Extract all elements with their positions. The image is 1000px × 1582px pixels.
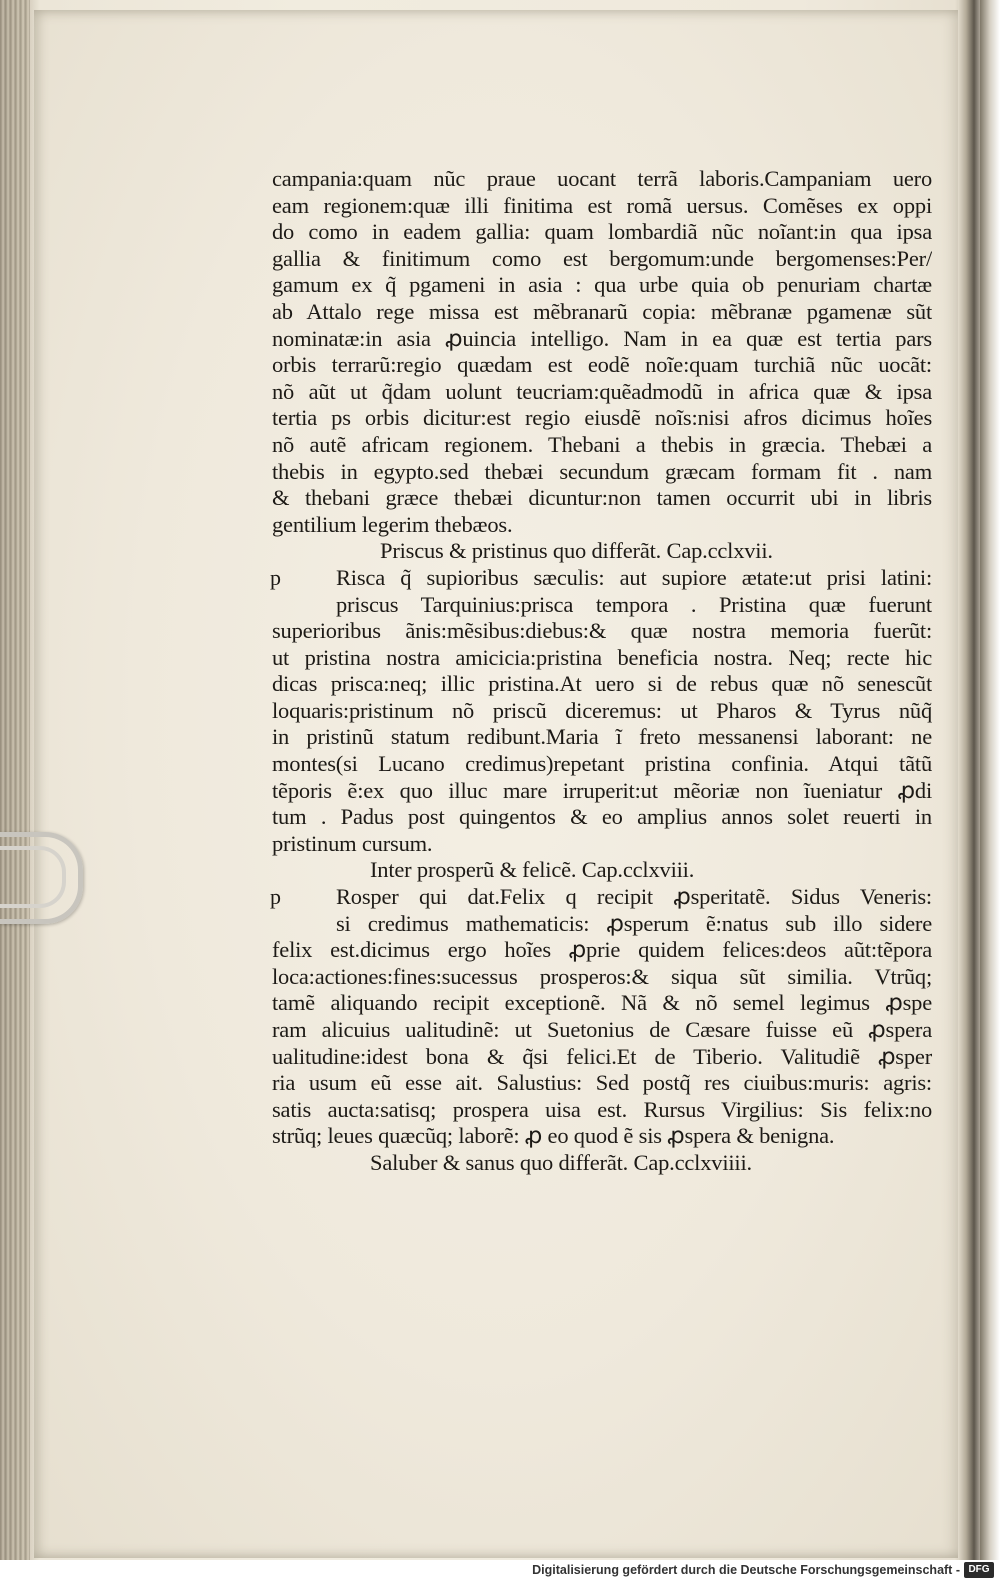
text-line: loca:actiones:fines:sucessus prosperos:& siqua sũt similia. Vtrũq; xyxy=(272,963,932,989)
guide-letter: p xyxy=(270,884,281,910)
text-line: nõ aũt ut q̃dam uolunt teucriam:quẽadmodũ in africa quæ & ipsa xyxy=(272,378,932,404)
book-page-edges-right xyxy=(958,0,980,1560)
paragraph-prosper-first xyxy=(272,911,932,938)
text-line: tamẽ aliquando recipit exceptionẽ. Nã & nõ semel legimus ꝓspe xyxy=(272,990,932,1016)
chapter-heading-cclxviiii: Saluber & sanus quo differãt. Cap.cclxviiii. xyxy=(370,1149,752,1175)
chapter-heading-cclxvii: Priscus & pristinus quo differãt. Cap.cclxvii. xyxy=(380,538,773,564)
text-line: Risca q̃ supioribus sæculis: aut supiore ætate:ut prisi latini: xyxy=(336,564,932,590)
text-line: nõ autẽ africam regionem. Thebani a thebis in græcia. Thebæi a xyxy=(272,431,932,457)
text-line: in pristinũ statum redibunt.Maria ĩ freto messanensi laborant: ne xyxy=(272,724,932,750)
text-line: & thebani græce thebæi dicuntur:non tamen occurrit ubi in libris xyxy=(272,485,932,511)
text-line: gallia & finitimum como est bergomum:unde bergomenses:Per/ xyxy=(272,245,932,271)
paragraph-campania xyxy=(272,166,932,538)
text-line: priscus Tarquinius:prisca tempora . Pristina quæ fuerunt xyxy=(336,591,932,617)
text-line: eam regionem:quæ illi finitima est romã uersus. Comẽses ex oppi xyxy=(272,192,932,218)
text-line: nominatæ:in asia ꝓuincia intelligo. Nam in ea quæ est tertia pars xyxy=(272,325,932,351)
text-line: strũq; leues quæcũq; laborẽ: ꝓ eo quod ẽ sis ꝓspera & benigna. xyxy=(272,1123,835,1149)
text-line: loquaris:pristinum nõ priscũ diceremus: ut Pharos & Tyrus nũq̃ xyxy=(272,697,932,723)
book-page-edges-left xyxy=(0,0,30,1560)
text-line: si credimus mathematicis: ꝓsperum ẽ:natus sub illo sidere xyxy=(336,910,932,936)
text-line: Rosper qui dat.Felix q recipit ꝓsperitatẽ. Sidus Veneris: xyxy=(336,884,932,910)
text-line: satis aucta:satisq; prospera uisa est. Rursus Virgilius: Sis felix:no xyxy=(272,1096,932,1122)
digitization-footer xyxy=(0,1560,1000,1582)
text-line: thebis in egypto.sed thebæi secundum græcam formam fit . nam xyxy=(272,458,932,484)
text-line: gamum ex q̃ pgameni in asia : qua urbe quia ob penuriam chartæ xyxy=(272,272,932,298)
chapter-first-line-cclxviii xyxy=(272,884,932,911)
paragraph-priscus xyxy=(272,618,932,857)
text-line: ut pristina nostra amicicia:pristina beneficia nostra. Neq; recte hic xyxy=(272,644,932,670)
text-line: tẽporis ẽ:ex quo illuc mare irruperit:ut mẽoriæ non ĩueniatur ꝓdi xyxy=(272,777,932,803)
text-line: felix est.dicimus ergo hoĩes ꝓprie quidem felices:deos aũt:tẽpora xyxy=(272,937,932,963)
text-line: do como in eadem gallia: quam lombardiã nũc noĩant:in qua ipsa xyxy=(272,219,932,245)
text-line: ualitudine:idest bona & q̃si felici.Et de Tiberio. Valitudiẽ ꝓsper xyxy=(272,1043,932,1069)
text-line: tertia ps orbis dicitur:est regio eiusdẽ noĩs:nisi afros dicimus hoĩes xyxy=(272,405,932,431)
text-line: ria usum eũ esse ait. Salustius: Sed postq̃ res ciuibus:muris: agris: xyxy=(272,1070,932,1096)
footer-credit-text: Digitalisierung gefördert durch die Deutsche Forschungsgemeinschaft - xyxy=(532,1563,960,1577)
text-line: montes(si Lucano credimus)repetant pristina confinia. Atqui tãtũ xyxy=(272,751,932,777)
text-line: tum . Padus post quingentos & eo amplius annos solet reuerti in xyxy=(272,804,932,830)
chapter-heading-cclxviii: Inter prosperũ & felicẽ. Cap.cclxviii. xyxy=(370,857,695,883)
text-line: gentilium legerim thebæos. xyxy=(272,511,513,537)
text-line: campania:quam nũc praue uocant terrã laboris.Campaniam uero xyxy=(272,166,932,191)
text-line: ram alicuius ualitudinẽ: ut Suetonius de Cæsare fuisse eũ ꝓspera xyxy=(272,1017,932,1042)
paper-clip-inner-icon xyxy=(0,846,66,908)
paragraph-priscus-first xyxy=(272,592,932,619)
text-line: dicas prisca:neq; illic pristina.At uero si de rebus quæ nõ senescũt xyxy=(272,671,932,697)
dfg-logo: DFG xyxy=(964,1562,994,1578)
paragraph-prosper xyxy=(272,937,932,1150)
text-line: orbis terrarũ:regio quædam est eodẽ noĩe:quam turchiã nũc uocãt: xyxy=(272,352,932,378)
text-line: superioribus ãnis:mẽsibus:diebus:& quæ nostra memoria fuerũt: xyxy=(272,618,932,644)
guide-letter: p xyxy=(270,564,281,590)
text-line: ab Attalo rege missa est mẽbranarũ copia: mẽbranæ pgamenæ sũt xyxy=(272,298,932,324)
chapter-first-line-cclxvii xyxy=(272,565,932,592)
page-text-block xyxy=(272,166,932,1177)
text-line: pristinum cursum. xyxy=(272,830,433,856)
